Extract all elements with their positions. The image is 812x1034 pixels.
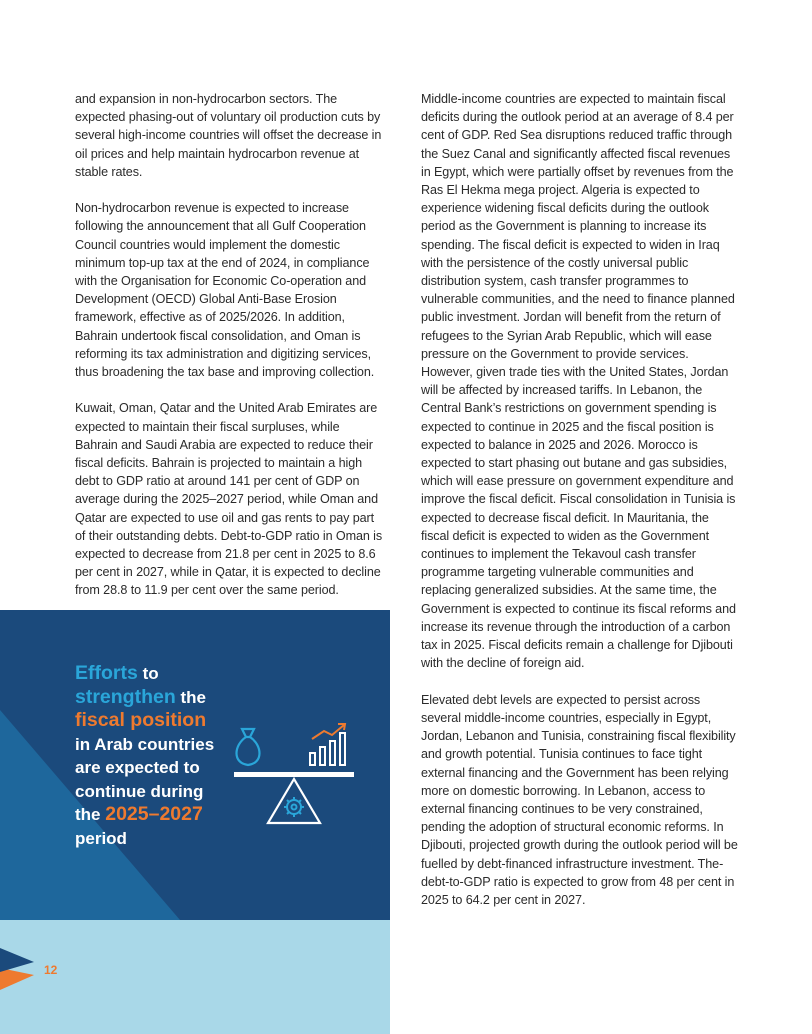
callout-to: to: [137, 664, 159, 683]
callout-the2: the: [75, 805, 106, 824]
money-bag-icon: [237, 729, 260, 765]
callout-line: in Arab countries: [75, 734, 215, 754]
paragraph: Kuwait, Oman, Qatar and the United Arab Emirates are expected to maintain their fiscal surpluses, while Bahrain and Saudi Arabia are expected to reduce their fiscal deficits. Bahrain is projected to maintain a high debt to GDP ratio at around 141 per cent of GDP on average during the 2025–2027 period, while Oman and Qatar are expected to use oil and gas rents to pay part of their outstanding debts. Debt-to-GDP ratio in Oman is expected to decrease from 21.8 per cent in 2025 to 8.6 per cent in 2027, while in Qatar, it is expected to decline from 28.8 to 11.9 per cent over the same period.: [75, 401, 383, 598]
callout-line: are expected to: [75, 758, 200, 777]
callout-text: [75, 662, 225, 850]
paragraph: Elevated debt levels are expected to persist across several middle-income countries, especially in Egypt, Jordan, Lebanon and Tunisia, constraining fiscal flexibility and growth potential. Tunisia continues to face tight external financing and the Government has been relying more on domestic borrowing. In Lebanon, access to external financing continues to be very constrained, pending the adoption of structural economic reforms. In Djibouti, projected growth during the outlook period will be fuelled by debt-financed infrastructure investment. The-debt-to-GDP ratio is expected to grow from 48 per cent in 2025 to 64.2 per cent in 2027.: [421, 692, 738, 907]
left-column: [75, 90, 385, 618]
callout-line: continue during: [75, 781, 204, 801]
page-number: 12: [44, 963, 58, 977]
gear-icon: [284, 797, 304, 817]
right-column: [421, 90, 739, 927]
callout-period: period: [75, 828, 127, 848]
callout-fiscal-position: fiscal position: [75, 709, 207, 731]
callout-years: 2025–2027: [105, 803, 203, 825]
fiscal-balance-icon: [228, 715, 358, 825]
paragraph: Non-hydrocarbon revenue is expected to increase following the announcement that all Gulf Cooperation Council countries would implement the domestic minimum top-up tax at the end of 2024, in compliance with the Organisation for Economic Co-operation and Development (OECD) Global Anti-Base Erosion framework, effective as of 2025/2026. In addition, Bahrain undertook fiscal consolidation, and Oman is reforming its tax administration and digitizing services, thus broadening the tax base and improving collection.: [75, 201, 375, 380]
callout-strengthen: strengthen: [75, 685, 176, 708]
paragraph: Middle-income countries are expected to maintain fiscal deficits during the outlook period at an average of 8.4 per cent of GDP. Red Sea disruptions reduced traffic through the Suez Canal and significantly affected fiscal revenues in Egypt, which were partially offset by revenues from the Ras El Hekma mega project. Algeria is expected to experience widening fiscal deficits during the outlook period as the Government is planning to increase its spending. The fiscal deficit is expected to widen in Iraq with the persistence of the costly universal public distribution system, cash transfer programmes to vulnerable communities, and the need to finance planned public investment. Jordan will benefit from the return of refugees to the Syrian Arab Republic, which will ease pressure on the Government to provide services. However, given trade ties with the United States, Jordan will be affected by increased tariffs. In Lebanon, the Central Bank’s restrictions on government spending is expected to continue in 2025 and the fiscal position is expected to balance in 2025 and 2026. Morocco is expected to start phasing out butane and gas subsidies, which will ease pressure on government expenditure and improve the fiscal deficit. Fiscal consolidation in Tunisia is expected to decrease fiscal deficit. In Mauritania, the fiscal deficit is expected to widen as the Government continues to implement the Tekavoul cash transfer programme targeting vulnerable communities and replacing generalized subsidies. At the same time, the Government is expected to continue its fiscal reforms and increase its revenue through the introduction of a carbon tax in 2025. Fiscal deficits remain a challenge for Djibouti with the decline of foreign aid.: [421, 92, 736, 671]
balance-beam: [234, 772, 354, 777]
callout-panel: [0, 610, 390, 920]
callout-the: the: [175, 687, 206, 707]
paragraph: and expansion in non-hydrocarbon sectors. The expected phasing-out of voluntary oil production cuts by several high-income countries will offset the decrease in oil prices and help maintain hydrocarbon revenue at stable rates.: [75, 92, 382, 179]
light-blue-shape: [0, 920, 390, 1034]
callout-efforts: Efforts: [75, 662, 138, 684]
